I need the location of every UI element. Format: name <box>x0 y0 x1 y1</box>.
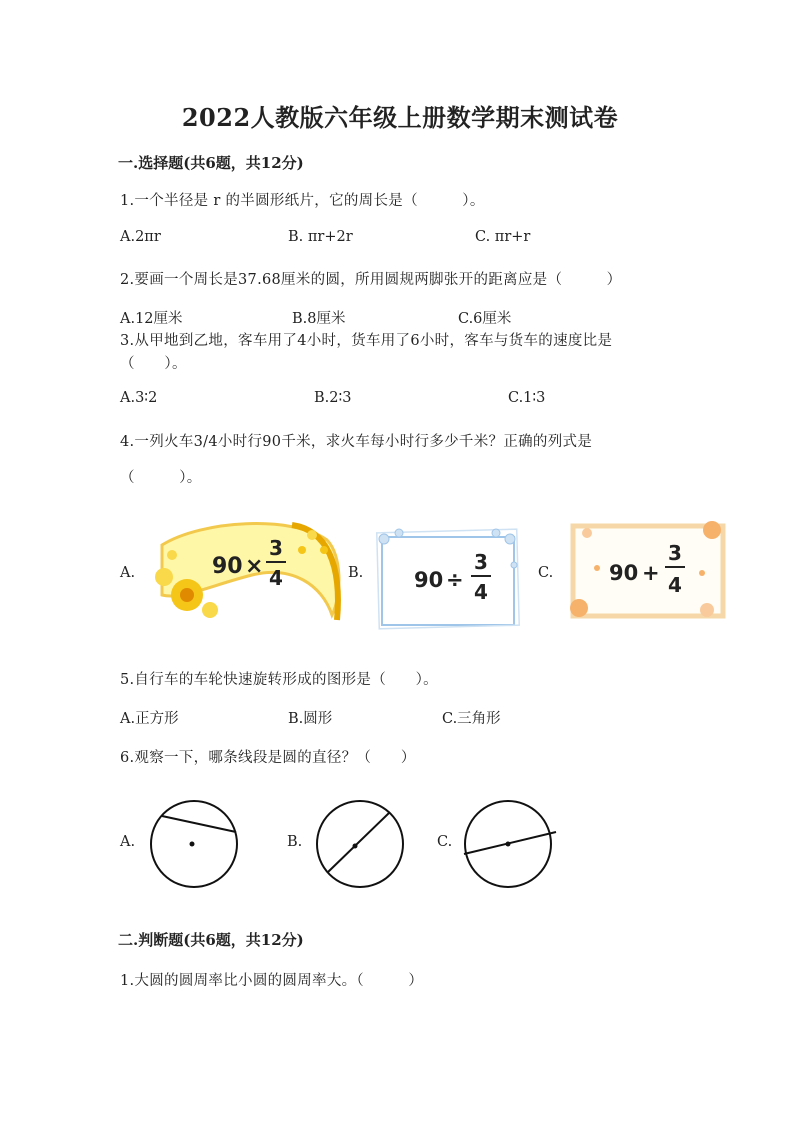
q5-option-a[interactable]: A.正方形 <box>120 711 179 727</box>
q4-a-expr-denominator: 4 <box>269 566 283 590</box>
question-4-text-line2: （ ）。 <box>120 470 202 486</box>
q1-option-c[interactable]: C. πr+r <box>475 229 531 245</box>
q4-option-c-label[interactable]: C. <box>538 565 554 581</box>
q4-a-expr-operator: × <box>245 554 264 579</box>
q5-option-b[interactable]: B.圆形 <box>288 711 333 727</box>
q4-c-expr-denominator: 4 <box>668 573 682 597</box>
q4-c-expr-operator: + <box>642 561 660 585</box>
q1-option-a[interactable]: A.2πr <box>120 229 161 245</box>
q4-option-b-card[interactable] <box>374 525 522 635</box>
q4-option-a-card[interactable] <box>142 515 347 625</box>
q4-c-expr-number: 90 <box>609 561 639 585</box>
question-1-text: 1.一个半径是 r 的半圆形纸片，它的周长是（ ）。 <box>120 193 485 209</box>
q4-c-expr-numerator: 3 <box>668 541 682 565</box>
q6-option-c-circle[interactable] <box>460 798 560 892</box>
q4-b-expr-operator: ÷ <box>446 568 464 592</box>
question-3-text-line1: 3.从甲地到乙地，客车用了4小时，货车用了6小时，客车与货车的速度比是 <box>120 333 613 349</box>
q3-option-a[interactable]: A.3∶2 <box>120 390 158 406</box>
q2-option-b[interactable]: B.8厘米 <box>292 311 346 327</box>
q1-option-b[interactable]: B. πr+2r <box>288 229 353 245</box>
q4-a-expr-number: 90 <box>212 554 243 579</box>
question-2-text: 2.要画一个周长是37.68厘米的圆，所用圆规两脚张开的距离应是（ ） <box>120 272 622 288</box>
q3-option-b[interactable]: B.2∶3 <box>314 390 352 406</box>
q4-b-expr-numerator: 3 <box>474 550 488 574</box>
question-4-text-line1: 4.一列火车3/4小时行90千米，求火车每小时行多少千米？正确的列式是 <box>120 434 593 450</box>
judgement-question-1-text: 1.大圆的圆周率比小圆的圆周率大。（ ） <box>120 973 424 989</box>
q5-option-c[interactable]: C.三角形 <box>442 711 501 727</box>
section-heading-judgement: 二.判断题(共6题，共12分) <box>118 931 304 949</box>
q2-option-a[interactable]: A.12厘米 <box>120 311 183 327</box>
q4-b-expr-denominator: 4 <box>474 580 488 604</box>
q2-option-c[interactable]: C.6厘米 <box>458 311 512 327</box>
question-6-text: 6.观察一下，哪条线段是圆的直径？（ ） <box>120 750 416 766</box>
question-5-text: 5.自行车的车轮快速旋转形成的图形是（ ）。 <box>120 672 438 688</box>
q3-option-c[interactable]: C.1∶3 <box>508 390 546 406</box>
q4-option-b-label[interactable]: B. <box>348 565 364 581</box>
q6-option-b-label[interactable]: B. <box>287 834 303 850</box>
q6-option-b-circle[interactable] <box>314 798 408 892</box>
q4-option-c-card[interactable] <box>567 518 729 623</box>
page-title: 2022人教版六年级上册数学期末测试卷 <box>181 103 619 132</box>
q4-b-expr-number: 90 <box>414 568 444 592</box>
section-heading-choice: 一.选择题(共6题，共12分) <box>118 154 304 172</box>
q4-option-a-label[interactable]: A. <box>120 565 136 581</box>
q6-option-c-label[interactable]: C. <box>437 834 453 850</box>
q4-a-expr-numerator: 3 <box>269 536 283 560</box>
question-3-text-line2: （ ）。 <box>120 356 187 372</box>
q6-option-a-label[interactable]: A. <box>120 834 136 850</box>
q6-option-a-circle[interactable] <box>148 798 242 892</box>
